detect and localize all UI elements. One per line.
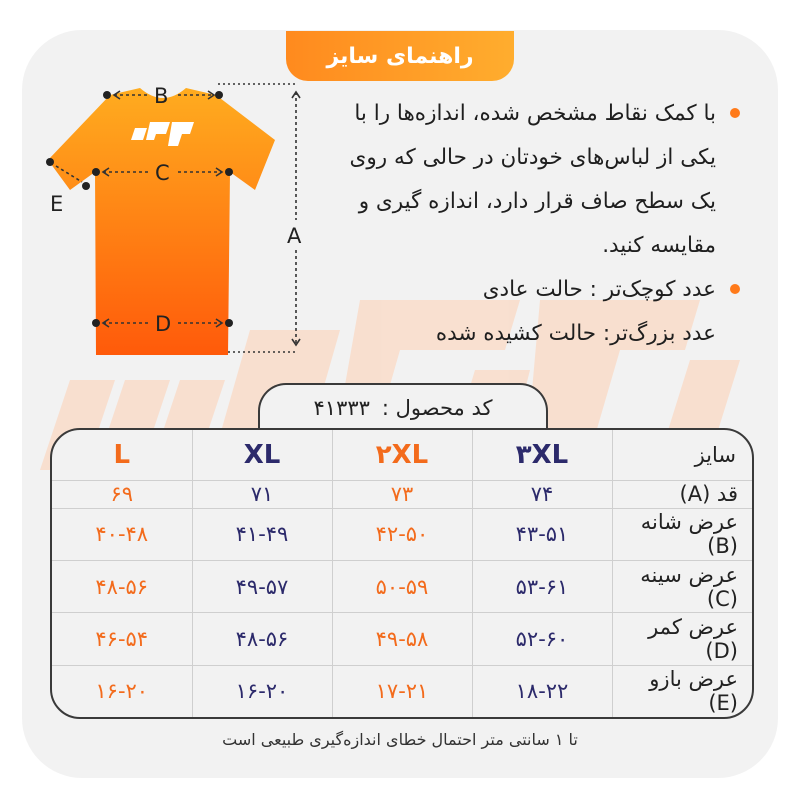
- label-e: E: [50, 192, 64, 216]
- row-label: عرض شانه (B): [612, 508, 752, 560]
- table-row: [52, 508, 752, 560]
- instruction-large-number: عدد بزرگ‌تر: حالت کشیده شده: [435, 321, 716, 346]
- table-cell: ۵۲-۶۰: [472, 613, 612, 665]
- table-cell: ۴۲-۵۰: [332, 508, 472, 560]
- table-cell: ۷۳: [332, 481, 472, 509]
- table-header-row: [52, 430, 752, 481]
- product-code: [258, 383, 548, 431]
- instruction-text: با کمک نقاط مشخص شده، اندازه‌ها را با یکی از لباس‌های خودتان در حالی که روی یک سطح صاف قرار دارد، اندازه گیری و مقایسه کنید.: [349, 101, 716, 258]
- label-b: B: [154, 84, 169, 108]
- table-header-label: سایز: [612, 430, 752, 481]
- instruction-small-number: عدد کوچک‌تر : حالت عادی: [482, 277, 716, 302]
- instruction-measure: [320, 92, 740, 268]
- table-cell: ۴۶-۵۴: [52, 613, 192, 665]
- table-cell: ۷۴: [472, 481, 612, 509]
- table-row: [52, 561, 752, 613]
- table-cell: ۵۰-۵۹: [332, 561, 472, 613]
- size-header-2xl: ۲XL: [332, 430, 472, 481]
- size-table: [50, 428, 754, 719]
- table-cell: ۵۳-۶۱: [472, 561, 612, 613]
- page-title: راهنمای سایز: [286, 31, 514, 81]
- label-a: A: [287, 224, 302, 248]
- table-cell: ۱۶-۲۰: [192, 665, 332, 717]
- bullet-icon: [730, 284, 740, 294]
- label-d: D: [155, 312, 172, 336]
- size-header-l: L: [52, 430, 192, 481]
- table-cell: ۱۶-۲۰: [52, 665, 192, 717]
- table-cell: ۴۱-۴۹: [192, 508, 332, 560]
- table-cell: ۴۹-۵۷: [192, 561, 332, 613]
- table-row: [52, 613, 752, 665]
- row-label: عرض بازو (E): [612, 665, 752, 717]
- product-code-label: کد محصول :: [381, 396, 493, 420]
- table-cell: ۴۸-۵۶: [192, 613, 332, 665]
- instructions: [320, 92, 740, 356]
- size-header-3xl: ۳XL: [472, 430, 612, 481]
- bullet-icon: [730, 108, 740, 118]
- row-label: عرض کمر (D): [612, 613, 752, 665]
- product-code-value: ۴۱۳۳۳: [313, 396, 370, 420]
- table-cell: ۱۷-۲۱: [332, 665, 472, 717]
- label-c: C: [155, 161, 170, 185]
- table-row: [52, 481, 752, 509]
- table-cell: ۴۰-۴۸: [52, 508, 192, 560]
- row-label: عرض سینه (C): [612, 561, 752, 613]
- row-label: قد (A): [612, 481, 752, 509]
- table-cell: ۴۹-۵۸: [332, 613, 472, 665]
- table-cell: ۴۳-۵۱: [472, 508, 612, 560]
- table-cell: ۱۸-۲۲: [472, 665, 612, 717]
- table-row: [52, 665, 752, 717]
- footer-note: تا ۱ سانتی متر احتمال خطای اندازه‌گیری طبیعی است: [222, 730, 578, 749]
- size-header-xl: XL: [192, 430, 332, 481]
- table-cell: ۴۸-۵۶: [52, 561, 192, 613]
- table-cell: ۷۱: [192, 481, 332, 509]
- table-cell: ۶۹: [52, 481, 192, 509]
- instruction-numbers: [320, 268, 740, 356]
